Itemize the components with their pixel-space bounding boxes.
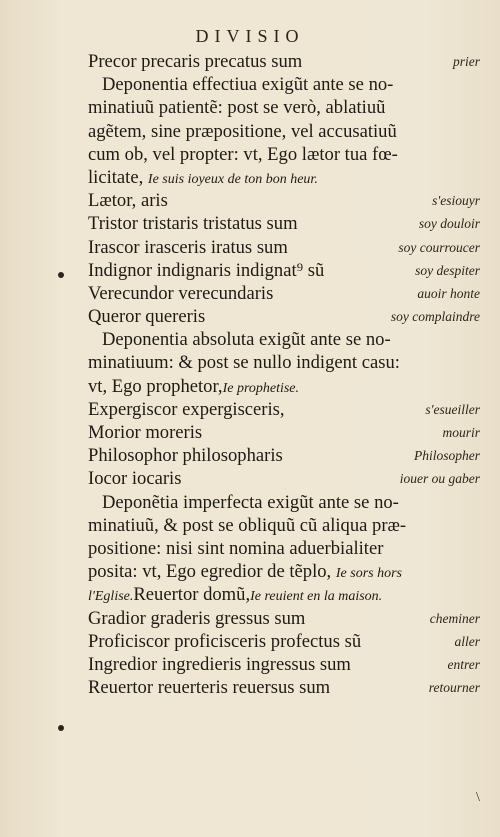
french-gloss: soy douloir	[418, 216, 480, 232]
french-gloss: prier	[453, 54, 480, 69]
text-line	[88, 282, 480, 305]
text-line	[88, 328, 480, 351]
text-body	[88, 50, 480, 699]
text-line	[88, 305, 480, 328]
latin-text: Philosophor philosopharis	[88, 445, 283, 467]
french-gloss: Philosopher	[414, 448, 480, 464]
running-header: DIVISIO	[195, 26, 305, 46]
latin-text: Deponentia absoluta exigũt ante se no-	[102, 329, 391, 351]
text-line	[88, 537, 480, 560]
text-line	[88, 398, 480, 421]
text-line	[88, 653, 480, 676]
text-line	[88, 421, 480, 444]
text-line	[88, 491, 480, 514]
french-gloss: cheminer	[429, 610, 480, 626]
text-line	[88, 583, 480, 606]
text-line	[88, 444, 480, 467]
french-gloss: soy courroucer	[398, 239, 480, 255]
latin-text: Lætor, aris	[88, 190, 168, 212]
text-line	[88, 560, 480, 583]
text-line	[88, 120, 480, 143]
text-line	[88, 630, 480, 653]
latin-text: Proficiscor proficisceris profectus sũ	[88, 630, 362, 652]
french-gloss: soy complaindre	[390, 309, 480, 325]
signature-mark: \	[476, 790, 480, 805]
french-translation: l'Eglise.	[88, 589, 134, 605]
french-translation: Ie suis ioyeux de ton bon heur.	[147, 171, 318, 187]
french-gloss: aller	[454, 633, 480, 649]
text-line	[88, 189, 480, 212]
latin-text: Expergiscor expergisceris,	[88, 398, 285, 420]
text-line	[88, 96, 480, 119]
french-translation: Ie prophetise.	[222, 380, 300, 396]
latin-text: Reuertor domũ,	[133, 584, 251, 606]
french-translation: Ie reuient en la maison.	[250, 589, 383, 605]
latin-text: Gradior graderis gressus sum	[88, 607, 306, 629]
french-gloss: entrer	[447, 656, 480, 672]
text-line	[88, 212, 480, 235]
latin-text: minatiuum: & post se nullo indigent casu:	[88, 352, 400, 374]
latin-text: Tristor tristaris tristatus sum	[88, 213, 298, 235]
latin-text: minatiuũ, & post se obliquũ cũ aliqua præ-	[88, 514, 407, 536]
text-line	[88, 50, 480, 73]
french-gloss: retourner	[428, 680, 480, 696]
text-line	[88, 467, 480, 490]
latin-text: minatiuũ patientẽ: post se verò, ablatiuũ	[88, 97, 386, 119]
latin-text: Ingredior ingredieris ingressus sum	[88, 653, 351, 675]
latin-text: Reuertor reuerteris reuersus sum	[88, 677, 331, 699]
latin-text: Deponentia effectiua exigũt ante se no-	[102, 74, 394, 96]
text-line	[88, 143, 480, 166]
text-line	[88, 514, 480, 537]
text-line	[88, 351, 480, 374]
margin-dot-mark	[58, 725, 64, 731]
french-gloss: iouer ou gaber	[399, 471, 480, 487]
latin-text: vt, Ego prophetor,	[88, 375, 223, 397]
text-line	[88, 375, 480, 398]
french-gloss: soy despiter	[415, 262, 480, 278]
latin-text: Verecundor verecundaris	[88, 282, 274, 304]
latin-text: Irascor irasceris iratus sum	[88, 236, 288, 258]
latin-text: Morior moreris	[88, 422, 203, 443]
french-gloss: s'esiouyr	[432, 193, 480, 209]
latin-text: Indignor indignaris indignat⁹ sũ	[88, 259, 325, 281]
latin-text: positione: nisi sint nomina aduerbialiter	[88, 537, 384, 559]
text-line	[88, 73, 480, 96]
french-gloss: auoir honte	[417, 285, 480, 301]
text-line	[88, 259, 480, 282]
latin-text: Deponẽtia imperfecta exigũt ante se no-	[102, 491, 399, 513]
latin-text: Queror quereris	[88, 306, 206, 328]
french-gloss: mourir	[442, 425, 480, 440]
latin-text: posita: vt, Ego egredior de tẽplo,	[88, 561, 332, 583]
latin-text: cum ob, vel propter: vt, Ego lætor tua fœ-	[88, 143, 398, 165]
latin-text: Iocor iocaris	[88, 468, 182, 490]
margin-dot-mark	[58, 272, 64, 278]
latin-text: licitate,	[88, 166, 144, 188]
latin-text: Precor precaris precatus sum	[88, 51, 303, 72]
french-translation: Ie sors hors	[335, 566, 402, 582]
latin-text: agẽtem, sine præpositione, vel accusatiuũ	[88, 120, 397, 142]
text-line	[88, 236, 480, 259]
text-line	[88, 676, 480, 699]
text-line	[88, 166, 480, 189]
text-line	[88, 607, 480, 630]
french-gloss: s'esueiller	[425, 401, 480, 417]
